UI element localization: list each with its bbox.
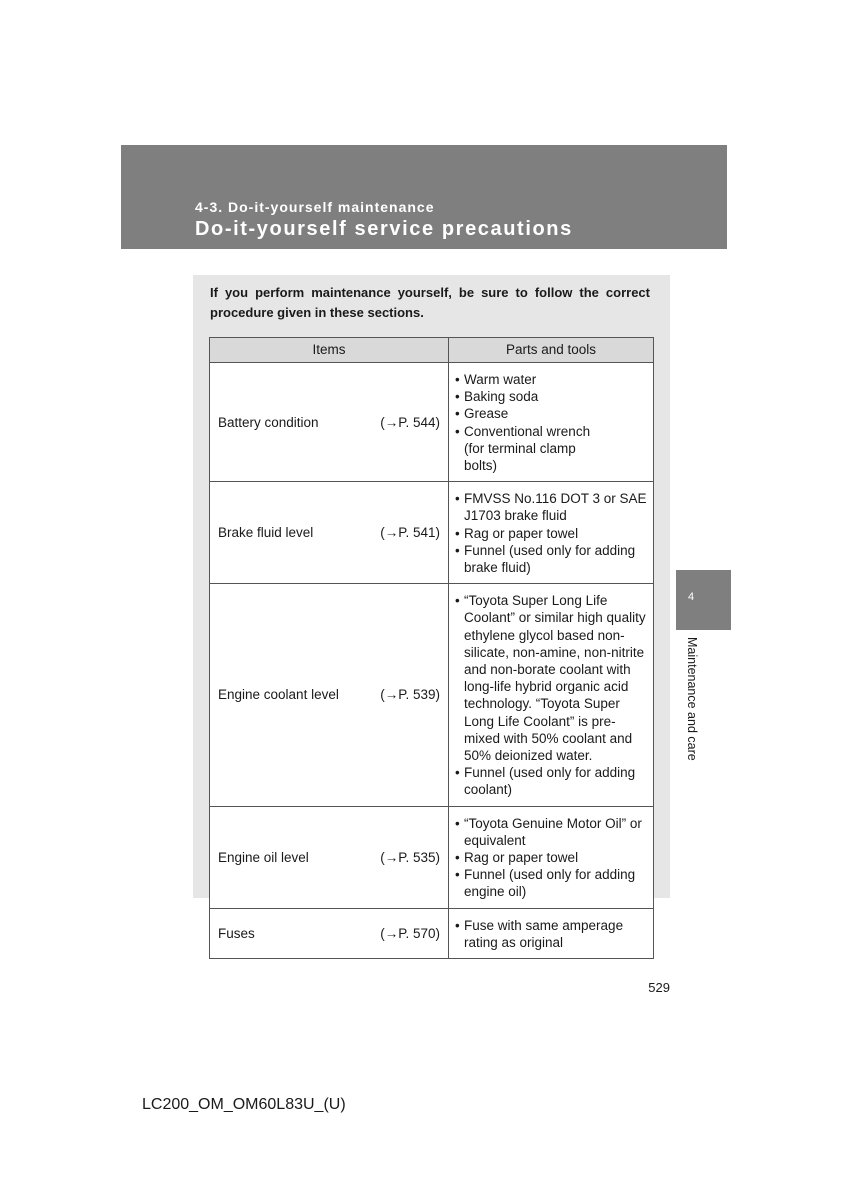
table-row [210, 908, 654, 958]
table-row [210, 806, 654, 908]
item-name: Engine oil level [218, 849, 309, 865]
table-row [210, 363, 654, 482]
page-number: 529 [648, 980, 670, 995]
tools-list [455, 917, 649, 951]
tools-list [455, 490, 649, 576]
tools-cell [449, 482, 654, 584]
item-cell [210, 363, 449, 482]
page-reference: (→P. 570) [380, 925, 440, 941]
tool-item: • Funnel (used only for adding engine oil) [455, 866, 639, 900]
item-cell [210, 908, 449, 958]
tool-item: • Funnel (used only for adding brake fluid) [455, 542, 639, 576]
tool-item: • Warm water [455, 371, 649, 388]
item-name: Fuses [218, 925, 255, 941]
tool-item: • Grease [455, 405, 649, 422]
tool-item: • Rag or paper towel [455, 525, 649, 542]
chapter-tab [676, 570, 731, 630]
tool-item: • Funnel (used only for adding coolant) [455, 764, 649, 798]
tools-cell [449, 584, 654, 806]
item-name: Battery condition [218, 414, 319, 430]
document-code: LC200_OM_OM60L83U_(U) [142, 1096, 346, 1113]
table-header-row [210, 338, 654, 363]
table-row [210, 482, 654, 584]
item-name: Engine coolant level [218, 687, 339, 703]
item-cell [210, 482, 449, 584]
tool-item: • Fuse with same amperage rating as original [455, 917, 649, 951]
tools-cell [449, 908, 654, 958]
tools-list [455, 371, 649, 474]
table-row [210, 584, 654, 806]
item-cell [210, 584, 449, 806]
item-name: Brake fluid level [218, 525, 314, 541]
page-reference: (→P. 539) [380, 687, 440, 703]
tool-item: • Baking soda [455, 388, 649, 405]
page-reference: (→P. 535) [380, 849, 440, 865]
intro-text: If you perform maintenance yourself, be sure to follow the correct procedure given in these sections. [210, 285, 650, 320]
tools-cell [449, 363, 654, 482]
tool-item: • Conventional wrench (for terminal clamp bolts) [455, 423, 604, 475]
tools-list [455, 815, 649, 901]
chapter-number: 4 [688, 591, 695, 603]
column-header-parts: Parts and tools [449, 338, 654, 363]
column-header-items: Items [210, 338, 449, 363]
parts-table [209, 337, 654, 959]
section-header-bar [121, 145, 727, 249]
tool-item: • “Toyota Genuine Motor Oil” or equivalent [455, 815, 649, 849]
tool-item: • Rag or paper towel [455, 849, 649, 866]
item-cell [210, 806, 449, 908]
content-panel [193, 275, 670, 950]
tool-item: • FMVSS No.116 DOT 3 or SAE J1703 brake fluid [455, 490, 649, 524]
page-reference: (→P. 544) [380, 414, 440, 430]
tools-cell [449, 806, 654, 908]
tools-list [455, 592, 649, 798]
page-reference: (→P. 541) [380, 525, 440, 541]
page-title: Do-it-yourself service precautions [195, 218, 573, 240]
chapter-label: Maintenance and care [685, 637, 699, 761]
tool-item: • “Toyota Super Long Life Coolant” or similar high quality ethylene glycol based non-silicate, non-amine, non-nitrite and non-borate coolant with long-life hybrid organic acid technology. “Toyota Super Long Life Coolant” is pre-mixed with 50% coolant and 50% deionized water. [455, 592, 649, 764]
section-label: 4-3. Do-it-yourself maintenance [195, 199, 435, 215]
